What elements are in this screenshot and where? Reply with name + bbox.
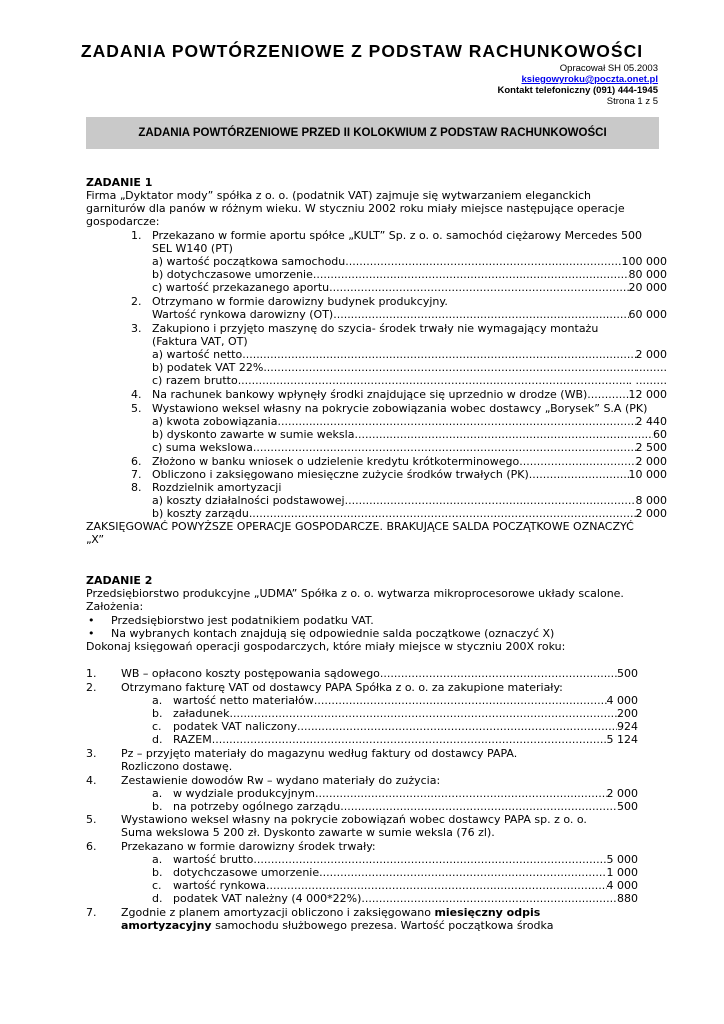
task1-op-text: (Faktura VAT, OT) bbox=[152, 335, 248, 348]
line-label: a) kwota zobowiązania bbox=[152, 415, 278, 428]
line-value: 500 bbox=[617, 667, 638, 680]
task1-op-line bbox=[152, 428, 667, 441]
task2-op-line bbox=[173, 787, 638, 800]
line-label: Złożono w banku wniosek o udzielenie kredytu krótkoterminowego bbox=[152, 455, 520, 468]
task2-sub-letter: a. bbox=[152, 787, 163, 800]
leader-dots bbox=[253, 853, 606, 866]
line-label: Obliczono i zaksięgowano miesięczne zużycie środków trwałych (PK) bbox=[152, 468, 529, 481]
leader-dots bbox=[212, 733, 607, 746]
task2-op-line bbox=[173, 879, 638, 892]
task1-intro-line: gospodarcze: bbox=[86, 215, 160, 228]
leader-dots bbox=[319, 866, 606, 879]
line-label: WB – opłacono koszty postępowania sądowego bbox=[121, 667, 380, 680]
leader-dots bbox=[277, 415, 635, 428]
email-link[interactable]: ksiegowyroku@poczta.onet.pl bbox=[521, 74, 658, 85]
line-label: wartość netto materiałów bbox=[173, 694, 314, 707]
line-label: dotychczasowe umorzenie bbox=[173, 866, 320, 879]
task2-bullet: Na wybranych kontach znajdują się odpowiednie salda początkowe (oznaczyć X) bbox=[111, 627, 555, 640]
line-label: podatek VAT należny (4 000*22%) bbox=[173, 892, 362, 905]
line-value: 500 bbox=[617, 800, 638, 813]
line-value: 200 bbox=[617, 707, 638, 720]
leader-dots bbox=[314, 694, 607, 707]
task2-op-number: 1. bbox=[86, 667, 97, 680]
task2-sub-letter: b. bbox=[152, 800, 163, 813]
task1-op-line bbox=[152, 507, 667, 520]
line-value: 2 000 bbox=[635, 348, 667, 361]
line-label: na potrzeby ogólnego zarządu bbox=[173, 800, 341, 813]
task2-op-line bbox=[121, 667, 638, 680]
task2-op-line bbox=[173, 892, 638, 905]
line-value: 2 500 bbox=[635, 441, 667, 454]
task2-op-number: 6. bbox=[86, 840, 97, 853]
leader-dots bbox=[266, 879, 606, 892]
leader-dots bbox=[345, 255, 621, 268]
task1-op-line bbox=[152, 255, 667, 268]
task2-op-text: Rozliczono dostawę. bbox=[121, 760, 233, 773]
line-label: b) podatek VAT 22% bbox=[152, 361, 264, 374]
task1-heading: ZADANIE 1 bbox=[86, 176, 153, 189]
leader-dots bbox=[354, 428, 653, 441]
task2-op-line bbox=[173, 733, 638, 746]
line-label: a) koszty działalności podstawowej bbox=[152, 494, 345, 507]
line-value: . ......... bbox=[628, 374, 667, 387]
line-label: podatek VAT naliczony bbox=[173, 720, 297, 733]
line-value: ......... bbox=[635, 361, 667, 374]
task1-op-text: Zakupiono i przyjęto maszynę do szycia- środek trwały nie wymagający montażu bbox=[152, 322, 599, 335]
line-value: 5 000 bbox=[606, 853, 638, 866]
line-value: 880 bbox=[617, 892, 638, 905]
line-value: 4 000 bbox=[606, 694, 638, 707]
task1-op-line bbox=[152, 468, 667, 481]
task1-op-number: 1. bbox=[131, 229, 142, 242]
task2-op-number: 5. bbox=[86, 813, 97, 826]
task2-sub-letter: a. bbox=[152, 694, 163, 707]
task2-op-text bbox=[121, 919, 553, 932]
contact-phone: Kontakt telefoniczny (091) 444-1945 bbox=[497, 85, 658, 96]
task2-op-number: 4. bbox=[86, 774, 97, 787]
line-label: c) suma wekslowa bbox=[152, 441, 253, 454]
leader-dots bbox=[345, 494, 636, 507]
task2-op-text: Suma wekslowa 5 200 zł. Dyskonto zawarte w sumie weksla (76 zl). bbox=[121, 826, 495, 839]
op7-text-bold: miesięczny odpis bbox=[434, 906, 541, 919]
task1-op-text: Wystawiono weksel własny na pokrycie zobowiązania wobec dostawcy „Borysek” S.A (PK) bbox=[152, 402, 648, 415]
task1-intro-line: garniturów dla panów w różnym wieku. W styczniu 2002 roku miały miejsce następujące operacje bbox=[86, 202, 625, 215]
task2-op-number: 2. bbox=[86, 681, 97, 694]
line-value: 10 000 bbox=[628, 468, 667, 481]
line-value: 60 000 bbox=[628, 308, 667, 321]
task1-op-text: Rozdzielnik amortyzacji bbox=[152, 481, 282, 494]
op7-text-bold: amortyzacyjny bbox=[121, 919, 212, 932]
task1-intro-line: Firma „Dyktator mody” spółka z o. o. (podatnik VAT) zajmuje się wytwarzaniem eleganckich bbox=[86, 189, 592, 202]
task2-op-line bbox=[173, 707, 638, 720]
leader-dots bbox=[263, 361, 635, 374]
line-value: 2 000 bbox=[635, 507, 667, 520]
bullet-icon: • bbox=[88, 614, 95, 627]
section-banner bbox=[86, 117, 659, 149]
op7-text-post: samochodu służbowego prezesa. Wartość początkowa środka bbox=[211, 919, 554, 932]
task1-op-line bbox=[152, 361, 667, 374]
task2-op-text: Zestawienie dowodów Rw – wydano materiały do zużycia: bbox=[121, 774, 441, 787]
task1-op-line bbox=[152, 494, 667, 507]
task2-bullet: Przedsiębiorstwo jest podatnikiem podatku VAT. bbox=[111, 614, 374, 627]
task2-sub-letter: c. bbox=[152, 879, 162, 892]
task1-op-line bbox=[152, 388, 667, 401]
line-label: RAZEM bbox=[173, 733, 212, 746]
leader-dots bbox=[380, 667, 617, 680]
op7-text-pre: Zgodnie z planem amortyzacji obliczono i zaksięgowano bbox=[121, 906, 435, 919]
task1-op-number: 6. bbox=[131, 455, 142, 468]
task1-op-number: 3. bbox=[131, 322, 142, 335]
leader-dots bbox=[361, 892, 617, 905]
task2-op-text: Wystawiono weksel własny na pokrycie zobowiązań wobec dostawcy PAPA sp. z o. o. bbox=[121, 813, 587, 826]
line-label: wartość brutto bbox=[173, 853, 254, 866]
line-value: 5 124 bbox=[606, 733, 638, 746]
task1-op-line bbox=[152, 374, 667, 387]
task1-op-number: 2. bbox=[131, 295, 142, 308]
task2-op-line bbox=[173, 694, 638, 707]
task1-op-number: 5. bbox=[131, 402, 142, 415]
leader-dots bbox=[249, 507, 636, 520]
task2-op-line bbox=[173, 866, 638, 879]
line-value: 1 000 bbox=[606, 866, 638, 879]
task2-op-text: Pz – przyjęto materiały do magazynu według faktury od dostawcy PAPA. bbox=[121, 747, 518, 760]
task2-intro-line: Dokonaj księgowań operacji gospodarczych, które miały miejsce w styczniu 200X roku: bbox=[86, 640, 566, 653]
task2-op-line bbox=[173, 853, 638, 866]
line-value: 2 000 bbox=[635, 455, 667, 468]
line-value: 80 000 bbox=[628, 268, 667, 281]
task2-op-text bbox=[121, 906, 540, 919]
task1-op-number: 7. bbox=[131, 468, 142, 481]
leader-dots bbox=[340, 800, 617, 813]
page-title: ZADANIA POWTÓRZENIOWE Z PODSTAW RACHUNKOWOŚCI bbox=[80, 41, 644, 61]
leader-dots bbox=[519, 455, 635, 468]
task1-op-number: 8. bbox=[131, 481, 142, 494]
line-value: 2 000 bbox=[606, 787, 638, 800]
line-label: w wydziale produkcyjnym bbox=[173, 787, 316, 800]
task2-intro-line: Założenia: bbox=[86, 600, 144, 613]
task2-op-number: 7. bbox=[86, 906, 97, 919]
line-label: a) wartość początkowa samochodu bbox=[152, 255, 346, 268]
line-value: 12 000 bbox=[628, 388, 667, 401]
line-value: 2 440 bbox=[635, 415, 667, 428]
banner-text: ZADANIA POWTÓRZENIOWE PRZED II KOLOKWIUM Z PODSTAW RACHUNKOWOŚCI bbox=[138, 126, 607, 139]
line-label: wartość rynkowa bbox=[173, 879, 267, 892]
line-label: b) dotychczasowe umorzenie bbox=[152, 268, 313, 281]
leader-dots bbox=[242, 348, 635, 361]
task1-op-line bbox=[152, 441, 667, 454]
line-value: 924 bbox=[617, 720, 638, 733]
task1-op-line bbox=[152, 281, 667, 294]
task2-op-line bbox=[173, 800, 638, 813]
leader-dots bbox=[587, 388, 628, 401]
leader-dots bbox=[315, 787, 606, 800]
task2-sub-letter: a. bbox=[152, 853, 163, 866]
task2-sub-letter: c. bbox=[152, 720, 162, 733]
line-label: c) wartość przekazanego aportu bbox=[152, 281, 330, 294]
task1-op-text: SEL W140 (PT) bbox=[152, 242, 233, 255]
task1-closing: „X” bbox=[86, 533, 105, 546]
task2-op-text: Otrzymano fakturę VAT od dostawcy PAPA Spółka z o. o. za zakupione materiały: bbox=[121, 681, 563, 694]
line-label: Na rachunek bankowy wpłynęły środki znajdujące się uprzednio w drodze (WB) bbox=[152, 388, 588, 401]
line-label: c) razem brutto bbox=[152, 374, 238, 387]
leader-dots bbox=[238, 374, 629, 387]
line-value: 20 000 bbox=[628, 281, 667, 294]
leader-dots bbox=[333, 308, 628, 321]
task2-op-text: Przekazano w formie darowizny środek trwały: bbox=[121, 840, 376, 853]
leader-dots bbox=[529, 468, 629, 481]
line-value: 60 bbox=[653, 428, 667, 441]
task1-op-text: Otrzymano w formie darowizny budynek produkcyjny. bbox=[152, 295, 448, 308]
line-label: a) wartość netto bbox=[152, 348, 243, 361]
line-label: Wartość rynkowa darowizny (OT) bbox=[152, 308, 334, 321]
task2-sub-letter: b. bbox=[152, 707, 163, 720]
page-number: Strona 1 z 5 bbox=[606, 96, 658, 107]
task2-sub-letter: b. bbox=[152, 866, 163, 879]
line-value: 4 000 bbox=[606, 879, 638, 892]
task2-op-line bbox=[173, 720, 638, 733]
task2-op-number: 3. bbox=[86, 747, 97, 760]
leader-dots bbox=[229, 707, 617, 720]
task1-op-line bbox=[152, 455, 667, 468]
leader-dots bbox=[313, 268, 629, 281]
bullet-icon: • bbox=[88, 627, 95, 640]
task1-op-line bbox=[152, 308, 667, 321]
task2-sub-letter: d. bbox=[152, 733, 163, 746]
task2-intro-line: Przedsiębiorstwo produkcyjne „UDMA” Spółka z o. o. wytwarza mikroprocesorowe układy scalone. bbox=[86, 587, 624, 600]
task2-sub-letter: d. bbox=[152, 892, 163, 905]
task1-op-line bbox=[152, 348, 667, 361]
task2-heading: ZADANIE 2 bbox=[86, 574, 153, 587]
leader-dots bbox=[329, 281, 628, 294]
line-value: 100 000 bbox=[621, 255, 667, 268]
task1-op-line bbox=[152, 268, 667, 281]
line-label: b) dyskonto zawarte w sumie weksla bbox=[152, 428, 355, 441]
leader-dots bbox=[297, 720, 617, 733]
line-label: załadunek bbox=[173, 707, 230, 720]
task1-op-line bbox=[152, 415, 667, 428]
task1-closing: ZAKSIĘGOWAĆ POWYŻSZE OPERACJE GOSPODARCZE. BRAKUJĄCE SALDA POCZĄTKOWE OZNACZYĆ bbox=[86, 520, 634, 533]
author-note: Opracował SH 05.2003 bbox=[559, 63, 658, 74]
leader-dots bbox=[253, 441, 636, 454]
line-label: b) koszty zarządu bbox=[152, 507, 249, 520]
line-value: 8 000 bbox=[635, 494, 667, 507]
task1-op-text: Przekazano w formie aportu spółce „KULT” Sp. z o. o. samochód ciężarowy Mercedes 500 bbox=[152, 229, 642, 242]
task1-op-number: 4. bbox=[131, 388, 142, 401]
